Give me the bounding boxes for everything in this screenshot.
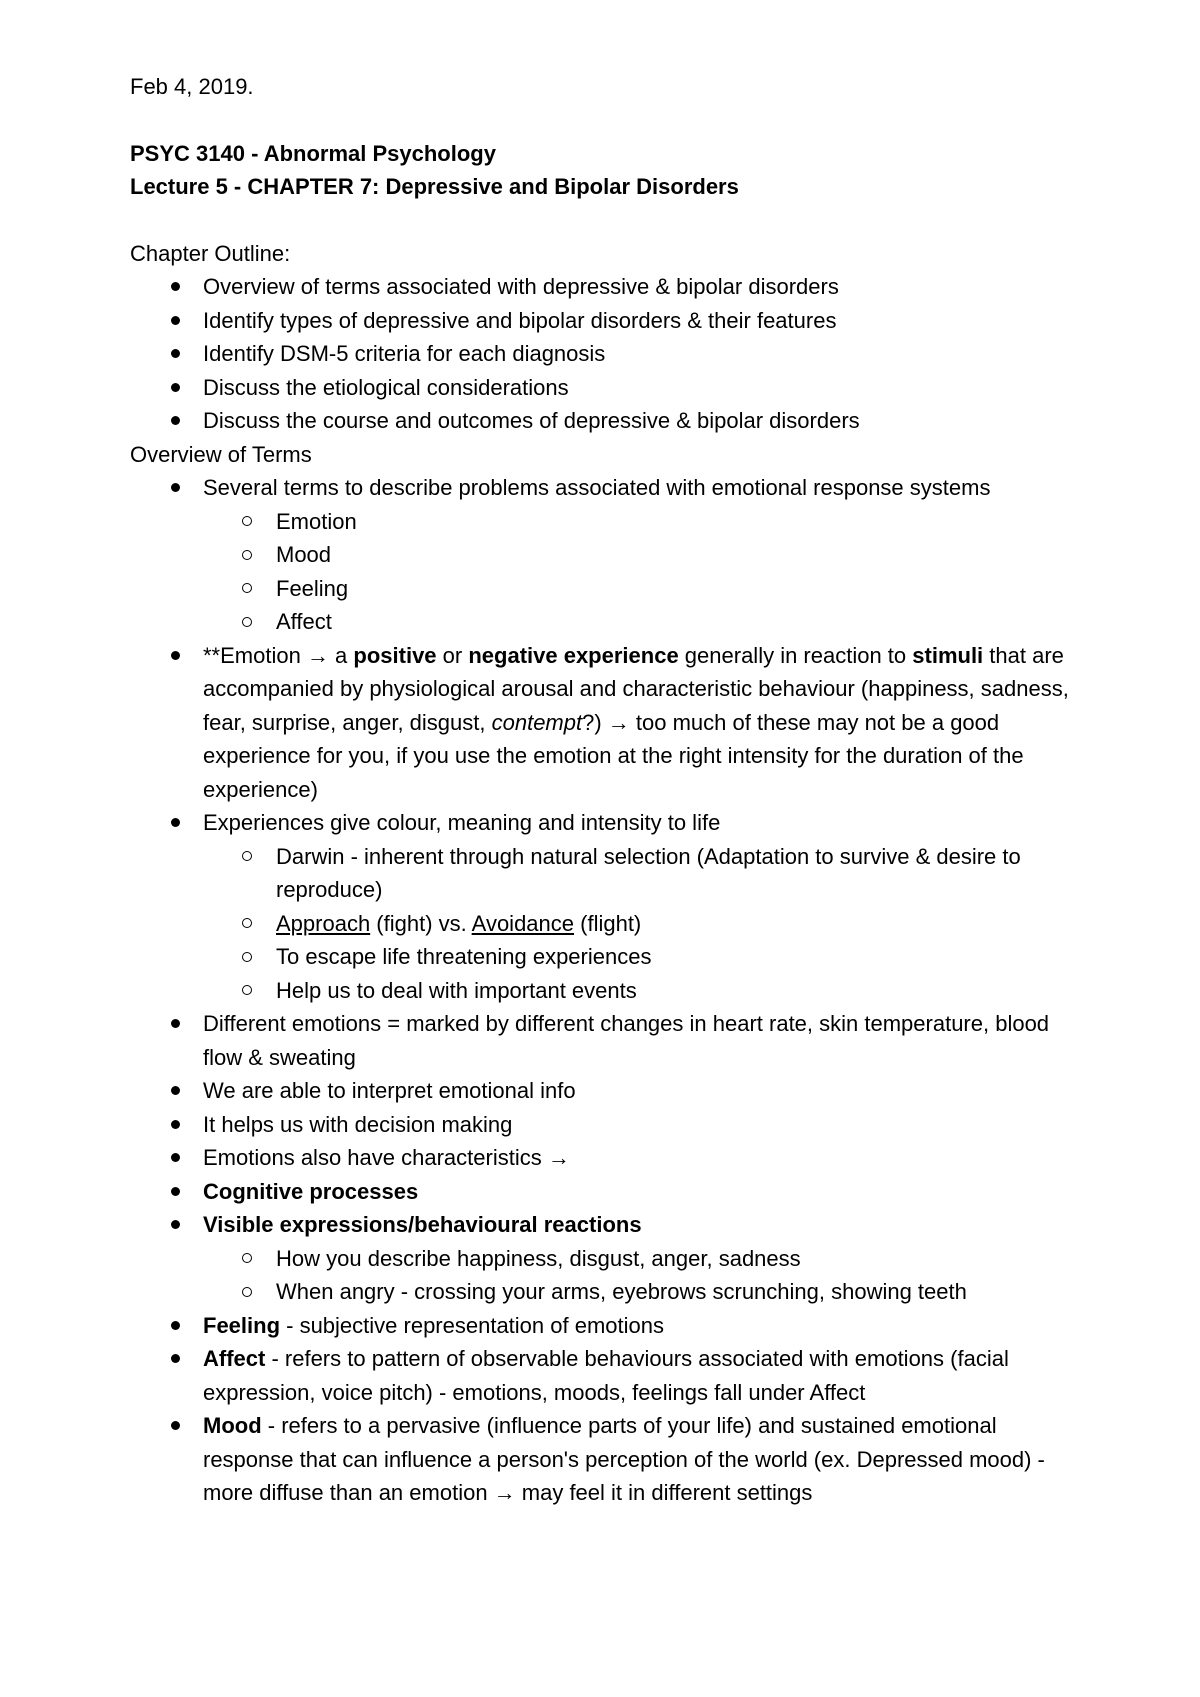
bullet-icon: [168, 1409, 182, 1443]
list-item: Visible expressions/behavioural reactions: [130, 1208, 1090, 1242]
list-item: Emotions also have characteristics →: [130, 1141, 1090, 1175]
list-item: Several terms to describe problems associated with emotional response systems: [130, 471, 1090, 505]
sub-list-item: How you describe happiness, disgust, anger, sadness: [130, 1242, 1090, 1276]
feeling-definition: Feeling - subjective representation of emotions: [130, 1309, 1090, 1343]
bullet-icon: [168, 1007, 182, 1041]
overview-heading: Overview of Terms: [130, 441, 312, 467]
list-item: Overview of terms associated with depressive & bipolar disorders: [130, 270, 1090, 304]
bullet-icon: [168, 337, 182, 371]
hollow-bullet-icon: [240, 605, 254, 639]
affect-definition: Affect - refers to pattern of observable behaviours associated with emotions (facial expression, voice pitch) - emotions, moods, feelings fall under Affect: [130, 1342, 1090, 1409]
bullet-icon: [168, 1108, 182, 1142]
course-title: PSYC 3140 - Abnormal Psychology: [130, 140, 496, 166]
sub-list-item: Feeling: [130, 572, 1090, 606]
bullet-icon: [168, 1309, 182, 1343]
bullet-icon: [168, 1175, 182, 1209]
bullet-icon: [168, 471, 182, 505]
bullet-icon: [168, 304, 182, 338]
sub-list-item: Emotion: [130, 505, 1090, 539]
list-item: We are able to interpret emotional info: [130, 1074, 1090, 1108]
hollow-bullet-icon: [240, 538, 254, 572]
list-item: Discuss the course and outcomes of depressive & bipolar disorders: [130, 404, 1090, 438]
document-page: [130, 70, 1090, 1510]
hollow-bullet-icon: [240, 907, 254, 941]
hollow-bullet-icon: [240, 840, 254, 874]
lecture-title: Lecture 5 - CHAPTER 7: Depressive and Bipolar Disorders: [130, 174, 739, 199]
sub-list-item: When angry - crossing your arms, eyebrows scrunching, showing teeth: [130, 1275, 1090, 1309]
bullet-icon: [168, 1074, 182, 1108]
sub-list-item: Affect: [130, 605, 1090, 639]
hollow-bullet-icon: [240, 505, 254, 539]
bullet-icon: [168, 1208, 182, 1242]
list-item: Discuss the etiological considerations: [130, 371, 1090, 405]
sub-list-item: To escape life threatening experiences: [130, 940, 1090, 974]
hollow-bullet-icon: [240, 1275, 254, 1309]
sub-list-item: Approach (fight) vs. Avoidance (flight): [130, 907, 1090, 941]
bullet-icon: [168, 270, 182, 304]
sub-list-item: Darwin - inherent through natural selection (Adaptation to survive & desire to reproduce): [130, 840, 1090, 907]
list-item: Identify types of depressive and bipolar disorders & their features: [130, 304, 1090, 338]
list-item: Cognitive processes: [130, 1175, 1090, 1209]
list-item: Identify DSM-5 criteria for each diagnosis: [130, 337, 1090, 371]
bullet-icon: [168, 1342, 182, 1376]
bullet-icon: [168, 371, 182, 405]
mood-definition: Mood - refers to a pervasive (influence parts of your life) and sustained emotional response that can influence a person's perception of the world (ex. Depressed mood) - more diffuse than an emotion → may feel it in different settings: [130, 1409, 1090, 1510]
emotion-definition: **Emotion → a positive or negative experience generally in reaction to stimuli that are accompanied by physiological arousal and characteristic behaviour (happiness, sadness, fear, surprise, anger, disgust, contempt?) → too much of these may not be a good experience for you, if you use the emotion at the right intensity for the duration of the experience): [130, 639, 1090, 807]
hollow-bullet-icon: [240, 940, 254, 974]
hollow-bullet-icon: [240, 1242, 254, 1276]
bullet-icon: [168, 806, 182, 840]
chapter-outline-heading: Chapter Outline:: [130, 240, 291, 266]
list-item: Different emotions = marked by different changes in heart rate, skin temperature, blood flow & sweating: [130, 1007, 1090, 1074]
document-date: Feb 4, 2019.: [130, 74, 254, 99]
bullet-icon: [168, 1141, 182, 1175]
chapter-outline-list: [130, 270, 1090, 438]
bullet-icon: [168, 639, 182, 673]
bullet-icon: [168, 404, 182, 438]
hollow-bullet-icon: [240, 572, 254, 606]
hollow-bullet-icon: [240, 974, 254, 1008]
list-item: It helps us with decision making: [130, 1108, 1090, 1142]
sub-list-item: Help us to deal with important events: [130, 974, 1090, 1008]
list-item: Experiences give colour, meaning and intensity to life: [130, 806, 1090, 840]
sub-list-item: Mood: [130, 538, 1090, 572]
overview-list: [130, 471, 1090, 1510]
